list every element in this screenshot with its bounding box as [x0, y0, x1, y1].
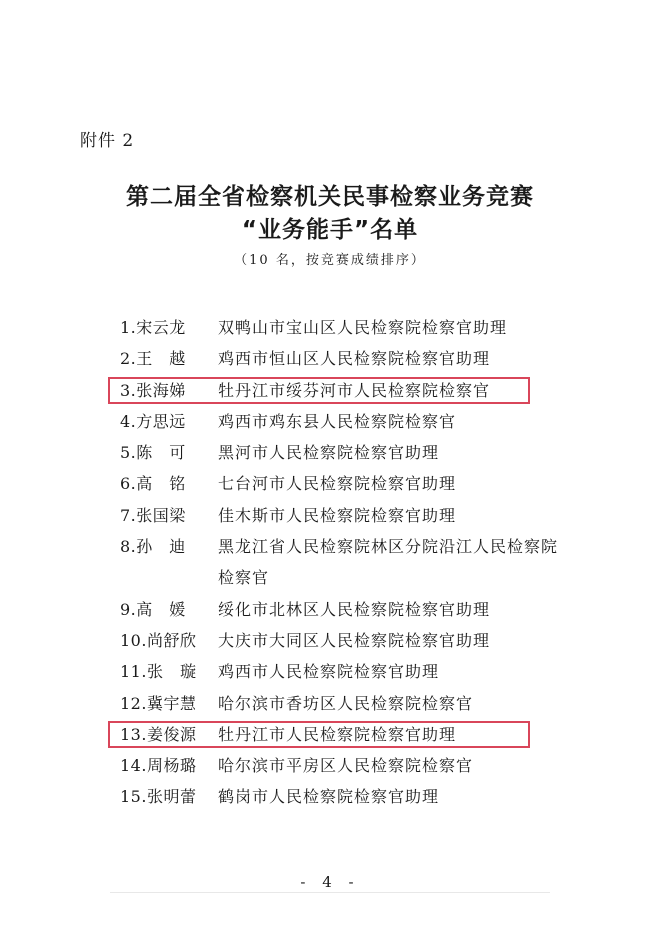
winner-name: 4.方思远 — [120, 411, 186, 431]
list-item — [120, 312, 600, 343]
winner-name: 12.冀宇慧 — [120, 693, 197, 713]
list-item — [120, 594, 600, 625]
winner-unit-line: 哈尔滨市平房区人民检察院检察官 — [218, 756, 474, 776]
winner-list — [120, 312, 600, 813]
winner-unit — [218, 468, 600, 499]
winner-unit — [218, 531, 600, 594]
winner-unit — [218, 656, 600, 687]
list-item — [120, 719, 600, 750]
winner-unit-line: 绥化市北林区人民检察院检察官助理 — [218, 599, 491, 619]
list-item — [120, 406, 600, 437]
winner-unit-line: 鸡西市人民检察院检察官助理 — [218, 662, 440, 682]
winner-name: 9.高 媛 — [120, 599, 186, 619]
winner-unit-line: 大庆市大同区人民检察院检察官助理 — [218, 630, 491, 650]
winner-name: 8.孙 迪 — [120, 537, 186, 557]
winner-unit — [218, 406, 600, 437]
winner-unit — [218, 750, 600, 781]
list-item — [120, 750, 600, 781]
winner-unit — [218, 375, 600, 406]
list-item — [120, 468, 600, 499]
winner-name: 5.陈 可 — [120, 443, 186, 463]
document-subtitle: （10 名，按竞赛成绩排序） — [234, 253, 426, 268]
winner-unit-line: 黑龙江省人民检察院林区分院沿江人民检察院 — [218, 537, 559, 557]
winner-name: 2.王 越 — [120, 349, 186, 369]
winner-unit — [218, 500, 600, 531]
winner-unit-line: 鸡西市鸡东县人民检察院检察官 — [218, 411, 457, 431]
winner-unit-line: 七台河市人民检察院检察官助理 — [218, 474, 457, 494]
winner-unit-line: 鸡西市恒山区人民检察院检察官助理 — [218, 349, 491, 369]
winner-name: 7.张国梁 — [120, 505, 186, 525]
winner-unit — [218, 437, 600, 468]
list-item — [120, 656, 600, 687]
winner-unit — [218, 312, 600, 343]
list-item — [120, 437, 600, 468]
winner-name: 1.宋云龙 — [120, 318, 186, 337]
document-title-line-1: 第二届全省检察机关民事检察业务竞赛 — [126, 184, 534, 210]
winner-unit-line: 鹤岗市人民检察院检察官助理 — [218, 787, 440, 807]
winner-unit — [218, 343, 600, 374]
winner-name: 14.周杨璐 — [120, 756, 197, 776]
list-item — [120, 500, 600, 531]
list-item — [120, 688, 600, 719]
winner-unit — [218, 594, 600, 625]
winner-name: 11.张 璇 — [120, 662, 197, 682]
winner-unit — [218, 625, 600, 656]
list-item — [120, 781, 600, 812]
list-item — [120, 531, 600, 594]
winner-unit-line: 佳木斯市人民检察院检察官助理 — [218, 505, 457, 525]
winner-name: 13.姜俊源 — [120, 724, 197, 744]
winner-unit-line: 哈尔滨市香坊区人民检察院检察官 — [218, 693, 474, 713]
winner-unit — [218, 688, 600, 719]
footer-divider — [110, 892, 550, 893]
winner-name: 6.高 铭 — [120, 474, 186, 494]
winner-unit-line: 黑河市人民检察院检察官助理 — [218, 443, 440, 463]
winner-name: 15.张明蕾 — [120, 787, 197, 807]
document-title-line-2: “业务能手”名单 — [241, 217, 419, 243]
list-item — [120, 625, 600, 656]
list-item — [120, 375, 600, 406]
winner-unit — [218, 719, 600, 750]
winner-name: 3.张海娣 — [120, 380, 186, 400]
list-item — [120, 343, 600, 374]
winner-name: 10.尚舒欣 — [120, 630, 197, 650]
winner-unit-line: 检察官 — [218, 568, 270, 588]
winner-unit-line: 双鸭山市宝山区人民检察院检察官助理 — [218, 318, 508, 337]
page-number: - 4 - — [300, 873, 360, 891]
winner-unit — [218, 781, 600, 812]
winner-unit-line: 牡丹江市人民检察院检察官助理 — [218, 724, 457, 744]
attachment-label: 附件 2 — [80, 131, 135, 151]
winner-unit-line: 牡丹江市绥芬河市人民检察院检察官 — [218, 380, 491, 400]
